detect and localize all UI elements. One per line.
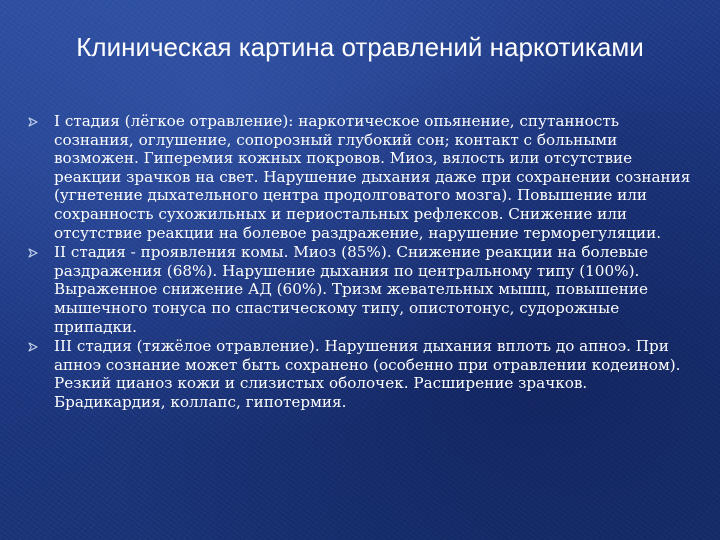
bullet-text: III стадия (тяжёлое отравление). Нарушения дыхания вплоть до апноэ. При апноэ сознание может быть сохранено (особенно при отравлении кодеином). Резкий цианоз кожи и слизистых оболочек. Расширение зрачков. Брадикардия, коллапс, гипотермия.: [54, 337, 681, 411]
arrowhead-bullet-icon: [28, 342, 38, 352]
slide-title: Клиническая картина отравлений наркотиками: [76, 32, 644, 62]
bullet-item-stage-1: [28, 112, 696, 242]
bullet-list: [28, 112, 696, 413]
bullet-text: II стадия - проявления комы. Миоз (85%). Снижение реакции на болевые раздражения (68%). Нарушение дыхания по центральному типу (100%). Выраженное снижение АД (60%). Тризм жевательных мышц, повышение мышечного тонуса по спастическому типу, опистотонус, судорожные припадки.: [54, 243, 648, 336]
arrowhead-bullet-icon: [28, 117, 38, 127]
bullet-item-stage-3: [28, 337, 696, 411]
bullet-item-stage-2: [28, 243, 696, 336]
bullet-text: I стадия (лёгкое отравление): наркотическое опьянение, спутанность сознания, оглушение, сопорозный глубокий сон; контакт с больными возможен. Гиперемия кожных покровов. Миоз, вялость или отсутствие реакции зрачков на свет. Нарушение дыхания даже при сохранении сознания (угнетение дыхательного центра продолговатого мозга). Повышение или сохранность сухожильных и периостальных рефлексов. Снижение или отсутствие реакции на болевое раздражение, нарушение терморегуляции.: [54, 112, 691, 242]
arrowhead-bullet-icon: [28, 248, 38, 258]
